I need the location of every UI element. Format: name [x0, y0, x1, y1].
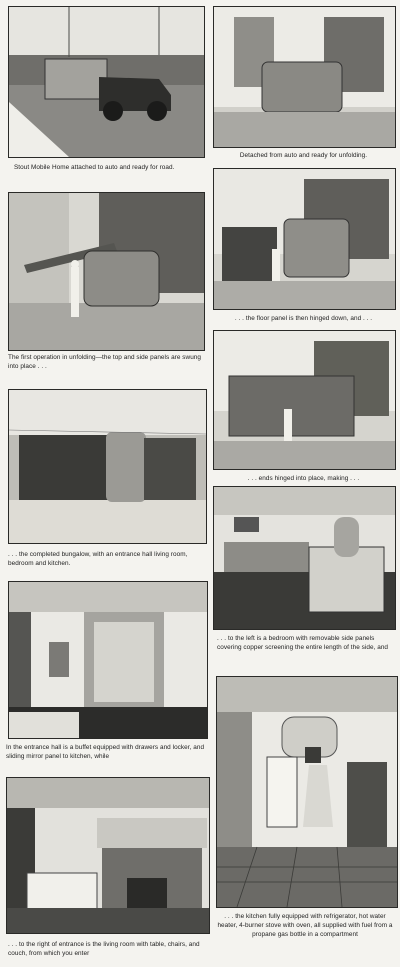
photo-ends-hinged — [213, 330, 396, 470]
caption-floor-panel: . . . the floor panel is then hinged down, and . . . — [234, 315, 373, 322]
photo-floor-panel-hinged — [213, 168, 396, 310]
caption-living-room: . . . to the right of entrance is the living room with table, chairs, and couch, from which you enter — [8, 941, 200, 957]
caption-ends-hinged: . . . ends hinged into place, making . . . — [247, 475, 360, 482]
photo-entrance-hall-buffet — [8, 581, 208, 739]
photo-completed-bungalow — [8, 389, 207, 544]
caption-entrance-hall: In the entrance hall is a buffet equipped with drawers and locker, and sliding mirror panel to kitchen, while — [6, 744, 205, 760]
photo-detached-trailer — [213, 6, 396, 148]
photo-top-side-panels — [8, 192, 205, 351]
photo-trailer-attached-to-car — [8, 6, 205, 158]
photo-bedroom — [213, 486, 396, 630]
caption-bedroom: . . . to the left is a bedroom with removable side panels covering copper screening the entire length of the side, and — [217, 635, 389, 651]
photo-living-room — [6, 777, 210, 934]
caption-kitchen: . . . the kitchen fully equipped with refrigerator, hot water heater, 4-burner stove with oven, all supplied with fuel from a propane gas bottle in a compartment — [217, 913, 393, 938]
photo-kitchen — [216, 676, 398, 908]
caption-detached: Detached from auto and ready for unfolding. — [239, 152, 368, 159]
caption-first-operation: The first operation in unfolding—the top and side panels are swung into place . . . — [8, 354, 202, 370]
caption-completed-bungalow: . . . the completed bungalow, with an entrance hall living room, bedroom and kitchen. — [8, 551, 188, 567]
caption-attached: Stout Mobile Home attached to auto and ready for road. — [14, 164, 175, 171]
